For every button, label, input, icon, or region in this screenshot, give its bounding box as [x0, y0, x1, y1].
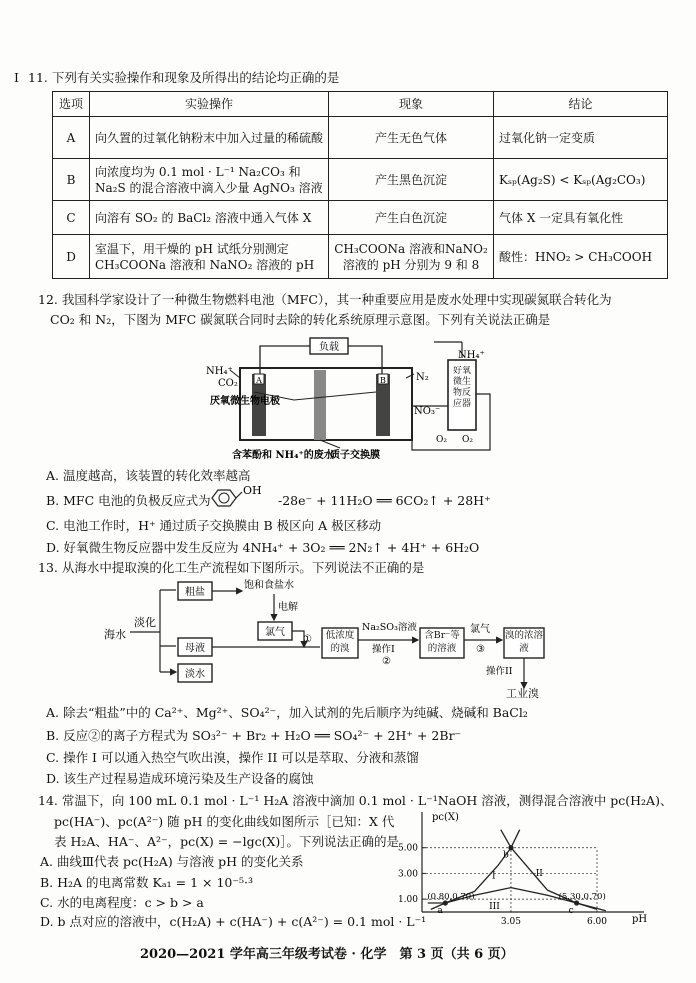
point-a-coord: (0.80,0.70)	[427, 892, 475, 902]
q12-option-b: B. MFC 电池的负极反应式为	[46, 493, 211, 508]
o2-right-label: O₂	[462, 435, 473, 445]
industrial-bromine-label: 工业溴	[506, 687, 539, 700]
q12-option-b-equation: -28e⁻ + 11H₂O ══ 6CO₂↑ + 28H⁺	[278, 493, 491, 508]
electrode-b-label: B	[380, 376, 386, 385]
load-label: 负载	[319, 342, 339, 353]
point-c-label: c	[568, 906, 574, 916]
col-header: 现象	[329, 92, 494, 117]
q12-option-c: C. 电池工作时，H⁺ 通过质子交换膜由 B 极区向 A 极区移动	[46, 518, 382, 533]
q14-stem-line2: pc(HA⁻)、pc(A²⁻) 随 pH 的变化曲线如图所示［已知：X 代	[54, 814, 395, 829]
col-header: 实验操作	[90, 92, 329, 117]
cell-conclusion: Kₛₚ(Ag₂S) < Kₛₚ(Ag₂CO₃)	[494, 159, 668, 201]
cell-conclusion: 气体 X 一定具有氧化性	[494, 201, 668, 235]
brine-label: 饱和食盐水	[244, 580, 294, 591]
electrolysis-label: 电解	[278, 602, 298, 613]
cell-operation: 向浓度均为 0.1 mol · L⁻¹ Na₂CO₃ 和 Na₂S 的混合溶液中滴入少量 AgNO₃ 溶液	[90, 159, 329, 201]
nh4-in-label: NH₄⁺	[206, 366, 233, 377]
concentrated-bromine-label: 溴的浓溶液	[504, 630, 543, 654]
q13-option-a: A. 除去“粗盐”中的 Ca²⁺、Mg²⁺、SO₄²⁻，加入试剂的先后顺序为纯碱、烧碱和 BaCl₂	[46, 705, 528, 720]
q11-stem: 11. 下列有关实验操作和现象及所得出的结论均正确的是	[28, 70, 340, 85]
y-tick-label: 3.00	[397, 869, 418, 880]
no3-label: NO₃⁻	[414, 406, 441, 417]
mother-liquor-label: 母液	[185, 643, 205, 654]
q13-option-d: D. 该生产过程易造成环境污染及生产设备的腐蚀	[46, 771, 314, 786]
cell-conclusion: 酸性：HNO₂ > CH₃COOH	[494, 235, 668, 279]
table-row	[53, 201, 668, 235]
co2-label: CO₂	[218, 378, 238, 389]
q14-stem-line3: 表 H₂A、HA⁻、A²⁻，pc(X) = −lgc(X)］。下列说法正确的是	[54, 834, 400, 849]
cell-option: B	[53, 159, 90, 201]
electrode-a-label: A	[256, 376, 262, 385]
cell-operation: 向久置的过氧化钠粉末中加入过量的稀硫酸	[90, 117, 329, 159]
desalination-label: 淡化	[134, 616, 156, 629]
step3-label: ③	[476, 644, 485, 655]
cell-option: C	[53, 201, 90, 235]
x-tick-label: 3.05	[500, 917, 521, 927]
bromine-flowchart	[100, 576, 570, 700]
nh4-reactor-label: NH₄⁺	[458, 350, 485, 361]
series-I-label: I	[492, 871, 496, 882]
membrane-label: 质子交换膜	[330, 450, 380, 461]
anaerobic-electrode-label: 厌氧微生物电极	[210, 396, 280, 407]
cell-phenomenon: 产生白色沉淀	[329, 201, 494, 235]
table-row	[53, 117, 668, 159]
operation1-label: 操作I	[372, 644, 395, 655]
operation2-label: 操作II	[486, 666, 513, 677]
x-axis-label: pH	[632, 914, 648, 925]
cell-phenomenon: 产生无色气体	[329, 117, 494, 159]
phenol-oh-label: OH	[243, 484, 262, 497]
x-tick-label: 6.00	[586, 917, 608, 927]
reactor-label: 好氧微生物反应器	[452, 366, 471, 409]
fresh-water-label: 淡水	[185, 669, 205, 680]
page-footer: 2020—2021 学年高三年级考试卷 · 化学 第 3 页（共 6 页）	[140, 947, 514, 962]
cell-operation: 向溶有 SO₂ 的 BaCl₂ 溶液中通入气体 X	[90, 201, 329, 235]
proton-membrane	[314, 370, 326, 440]
col-header: 结论	[494, 92, 668, 117]
q13-stem: 13. 从海水中提取溴的化工生产流程如下图所示。下列说法不正确的是	[38, 560, 425, 575]
series-II-label: II	[535, 869, 543, 879]
y-tick-label: 5.00	[397, 843, 418, 854]
cell-option: D	[53, 235, 90, 279]
n2-label: N₂	[416, 372, 429, 383]
page-mark: I	[14, 70, 19, 85]
wastewater-label: 含苯酚和 NH₄⁺的废水	[232, 450, 334, 461]
seawater-label: 海水	[104, 628, 126, 641]
phenol-structure	[208, 484, 270, 512]
crude-salt-label: 粗盐	[185, 587, 205, 598]
low-bromine-label: 低浓度的溴	[325, 630, 355, 654]
y-tick-label: 1.00	[397, 895, 418, 906]
table-row	[53, 235, 668, 279]
table-header-row	[53, 92, 668, 117]
cell-phenomenon: CH₃COONa 溶液和NaNO₂ 溶液的 pH 分别为 9 和 8	[329, 235, 494, 279]
q14-option-a: A. 曲线Ⅲ代表 pc(H₂A) 与溶液 pH 的变化关系	[40, 854, 304, 869]
cell-phenomenon: 产生黑色沉淀	[329, 159, 494, 201]
na2so3-label: Na₂SO₃溶液	[362, 622, 417, 633]
q14-stem-line1: 14. 常温下，向 100 mL 0.1 mol · L⁻¹ H₂A 溶液中滴加 0.1 mol · L⁻¹NaOH 溶液，测得混合溶液中 pc(H₂A)、	[38, 793, 673, 808]
col-header: 选项	[53, 92, 90, 117]
point-a-label: a	[437, 906, 443, 916]
cell-operation: 室温下，用干燥的 pH 试纸分别测定 CH₃COONa 溶液和 NaNO₂ 溶液的 pH	[90, 235, 329, 279]
q12-stem-line2: CO₂ 和 N₂，下图为 MFC 碳氮联合同时去除的转化系统原理示意图。下列有关说法正确是	[50, 312, 551, 327]
q11-table	[52, 91, 668, 279]
bromide-solution-label: 含Br⁻等的溶液	[424, 630, 460, 654]
step1-label: ①	[303, 634, 312, 645]
o2-left-label: O₂	[436, 435, 447, 445]
step2-label: ②	[382, 656, 391, 667]
q13-option-c: C. 操作 I 可以通入热空气吹出溴，操作 II 可以是萃取、分液和蒸馏	[46, 750, 419, 765]
cell-option: A	[53, 117, 90, 159]
chlorine-label: 氯气	[265, 627, 285, 638]
point-c-coord: (5.30,0.70)	[558, 892, 606, 902]
q14-option-c: C. 水的电离程度：c > b > a	[40, 895, 204, 910]
series-III-label: III	[489, 901, 500, 912]
cell-conclusion: 过氧化钠一定变质	[494, 117, 668, 159]
q12-stem-line1: 12. 我国科学家设计了一种微生物燃料电池（MFC），其一种重要应用是废水处理中实现碳氮联合转化为	[38, 292, 612, 307]
point-b	[508, 845, 513, 850]
y-axis-label: pc(X)	[432, 812, 459, 823]
q12-option-d: D. 好氧微生物反应器中发生反应为 4NH₄⁺ + 3O₂ ══ 2N₂↑ + 4H⁺ + 6H₂O	[46, 540, 480, 555]
q14-option-d: D. b 点对应的溶液中，c(H₂A) + c(HA⁻) + c(A²⁻) = 0.1 mol · L⁻¹	[40, 914, 427, 929]
point-b-label: b	[502, 850, 509, 861]
table-row	[53, 159, 668, 201]
chlorine2-label: 氯气	[470, 624, 490, 635]
q13-option-b: B. 反应②的离子方程式为 SO₃²⁻ + Br₂ + H₂O ══ SO₄²⁻ + 2H⁺ + 2Br⁻	[46, 728, 462, 743]
q14-option-b: B. H₂A 的电离常数 Kₐ₁ = 1 × 10⁻⁵·³	[40, 875, 253, 890]
pc-ph-chart	[388, 808, 652, 940]
q12-option-a: A. 温度越高，该装置的转化效率越高	[46, 468, 251, 483]
mfc-diagram	[200, 334, 530, 466]
